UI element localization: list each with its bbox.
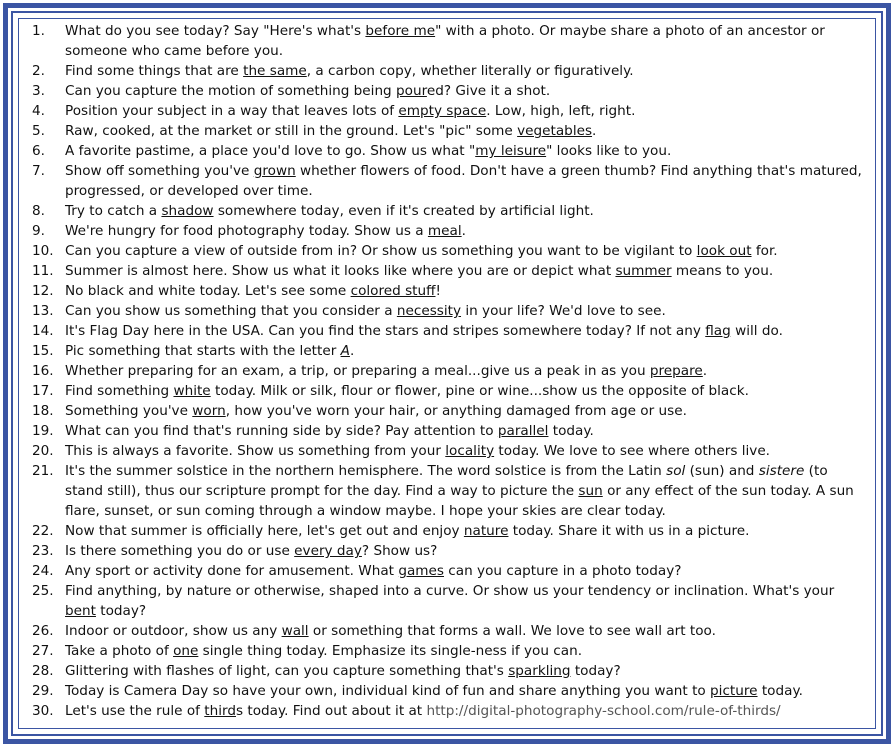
item-text — [65, 203, 594, 219]
list-item — [21, 161, 869, 201]
list-item — [21, 641, 869, 661]
keyword: shadow — [161, 203, 214, 219]
item-text — [65, 343, 354, 359]
item-number: 29. — [32, 683, 54, 699]
item-text — [65, 363, 707, 379]
text-segment: It's the summer solstice in the northern hemisphere. The word solstice is from the Latin — [65, 463, 667, 479]
list-item — [21, 561, 869, 581]
item-number: 3. — [32, 83, 45, 99]
list-item — [21, 401, 869, 421]
text-segment: today? — [95, 603, 147, 619]
keyword: games — [398, 563, 444, 579]
item-number: 13. — [32, 303, 54, 319]
item-number: 23. — [32, 543, 54, 559]
text-segment: Indoor or outdoor, show us any — [65, 623, 282, 639]
text-segment: . Low, high, left, right. — [486, 103, 636, 119]
text-segment: Now that summer is officially here, let's get out and enjoy — [65, 523, 464, 539]
text-segment: , how you've worn your hair, or anything damaged from age or use. — [225, 403, 687, 419]
text-segment: Today is Camera Day so have your own, individual kind of fun and share anything you want to — [65, 683, 711, 699]
item-text — [65, 63, 634, 79]
keyword: nature — [463, 523, 509, 539]
list-item — [21, 521, 869, 541]
list-item — [21, 101, 869, 121]
item-number: 1. — [32, 23, 45, 39]
text-segment: Take a photo of — [65, 643, 174, 659]
item-number: 25. — [32, 583, 54, 599]
list-item — [21, 221, 869, 241]
item-number: 30. — [32, 703, 54, 719]
text-segment: today. — [757, 683, 803, 699]
item-text — [65, 383, 749, 399]
item-number: 9. — [32, 223, 45, 239]
item-text — [65, 643, 582, 659]
keyword: prepare — [649, 363, 703, 379]
list-item — [21, 321, 869, 341]
item-number: 12. — [32, 283, 54, 299]
text-segment: today? — [570, 663, 621, 679]
keyword: sun — [578, 483, 603, 499]
text-segment: ? Show us? — [361, 543, 438, 559]
keyword: look out — [696, 243, 752, 259]
keyword: vegetables — [517, 123, 593, 139]
item-text — [65, 103, 635, 119]
text-segment: today. Share it with us in a picture. — [508, 523, 750, 539]
text-segment: . — [702, 363, 708, 379]
keyword: A — [340, 343, 350, 359]
item-text — [65, 143, 671, 159]
text-segment: Glittering with flashes of light, can you capture something that's — [65, 663, 509, 679]
list-item — [21, 121, 869, 141]
item-number: 7. — [32, 163, 45, 179]
text-segment: today. We love to see where others live. — [494, 443, 771, 459]
text-segment: Find something — [65, 383, 174, 399]
keyword: sparkling — [508, 663, 571, 679]
text-segment: . — [592, 123, 597, 139]
item-text — [65, 123, 596, 139]
item-number: 21. — [32, 463, 54, 479]
item-text — [65, 403, 687, 419]
keyword: third — [204, 703, 236, 719]
list-item — [21, 141, 869, 161]
item-text — [65, 423, 594, 439]
keyword: summer — [615, 263, 672, 279]
list-item — [21, 341, 869, 361]
list-item — [21, 361, 869, 381]
item-number: 6. — [32, 143, 45, 159]
text-segment: Position your subject in a way that leaves lots of — [65, 103, 399, 119]
list-item — [21, 381, 869, 401]
latin-term: sistere — [758, 463, 805, 479]
text-segment: s today. Find out about it at — [235, 703, 427, 719]
item-text — [65, 23, 825, 59]
item-text — [65, 263, 773, 279]
item-number: 27. — [32, 643, 54, 659]
item-number: 15. — [32, 343, 54, 359]
latin-term: sol — [666, 463, 686, 479]
item-number: 26. — [32, 623, 54, 639]
item-text — [65, 523, 749, 539]
text-segment: today. — [548, 423, 594, 439]
item-number: 24. — [32, 563, 54, 579]
text-segment: It's Flag Day here in the USA. Can you find the stars and stripes somewhere today? If not any — [65, 323, 706, 339]
item-text — [65, 583, 834, 619]
item-number: 20. — [32, 443, 54, 459]
item-text — [65, 303, 666, 319]
list-item — [21, 421, 869, 441]
list-item — [21, 281, 869, 301]
text-segment: or something that forms a wall. We love to see wall art too. — [308, 623, 716, 639]
text-segment: This is always a favorite. Show us something from your — [65, 443, 446, 459]
keyword: worn — [192, 403, 226, 419]
keyword: picture — [710, 683, 758, 699]
item-text — [65, 283, 441, 299]
item-number: 5. — [32, 123, 45, 139]
item-text — [65, 663, 621, 679]
list-item — [21, 61, 869, 81]
item-text — [65, 543, 437, 559]
keyword: one — [173, 643, 199, 659]
keyword: wall — [281, 623, 309, 639]
keyword: locality — [445, 443, 495, 459]
text-segment: Find some things that are — [65, 63, 244, 79]
text-segment: Something you've — [65, 403, 193, 419]
item-number: 28. — [32, 663, 54, 679]
text-segment: ! — [435, 283, 441, 299]
text-segment: or any effect of the sun today. A sun flare, sunset, or sun coming through a window maybe. I hope your skies are clear today. — [65, 483, 854, 519]
item-number: 18. — [32, 403, 54, 419]
item-number: 17. — [32, 383, 54, 399]
text-segment: A favorite pastime, a place you'd love to go. Show us what " — [65, 143, 476, 159]
keyword: white — [173, 383, 211, 399]
text-segment: Raw, cooked, at the market or still in the ground. Let's "pic" some — [65, 123, 518, 139]
item-text — [65, 223, 466, 239]
item-number: 4. — [32, 103, 45, 119]
text-segment: for. — [751, 243, 778, 259]
text-segment: Summer is almost here. Show us what it looks like where you are or depict what — [65, 263, 616, 279]
text-segment: We're hungry for food photography today. Show us a — [65, 223, 428, 239]
item-number: 10. — [32, 243, 54, 259]
text-segment: Whether preparing for an exam, a trip, or preparing a meal...give us a peak in as you — [65, 363, 650, 379]
text-segment: Let's use the rule of — [65, 703, 205, 719]
item-text — [65, 563, 681, 579]
keyword: flag — [705, 323, 731, 339]
item-text — [65, 163, 862, 199]
list-item — [21, 681, 869, 701]
item-number: 22. — [32, 523, 54, 539]
text-segment: " looks like to you. — [546, 143, 672, 159]
prompt-list — [21, 21, 869, 721]
list-item — [21, 241, 869, 261]
text-segment: whether flowers of food. Don't have a green thumb? Find anything that's matured, progressed, or developed over time. — [65, 163, 862, 199]
item-number: 11. — [32, 263, 54, 279]
text-segment: in your life? We'd love to see. — [461, 303, 666, 319]
list-item — [21, 621, 869, 641]
keyword: colored stuff — [350, 283, 436, 299]
keyword: meal — [427, 223, 462, 239]
text-segment: ed? Give it a shot. — [426, 83, 551, 99]
item-text — [65, 323, 783, 339]
item-text — [65, 703, 781, 719]
item-text — [65, 83, 550, 99]
text-segment: Find anything, by nature or otherwise, shaped into a curve. Or show us your tendency or inclination. What's your — [65, 583, 835, 599]
item-text — [65, 623, 716, 639]
item-number: 19. — [32, 423, 54, 439]
text-segment: What can you find that's running side by side? Pay attention to — [65, 423, 498, 439]
text-segment: Can you capture the motion of something being — [65, 83, 397, 99]
item-text — [65, 683, 803, 699]
list-item — [21, 581, 869, 621]
text-segment: means to you. — [671, 263, 774, 279]
keyword: the same — [243, 63, 307, 79]
list-item — [21, 301, 869, 321]
item-text — [65, 443, 770, 459]
item-text — [65, 243, 778, 259]
keyword: necessity — [396, 303, 462, 319]
text-segment: No black and white today. Let's see some — [65, 283, 351, 299]
text-segment: Show off something you've — [65, 163, 254, 179]
keyword: pour — [396, 83, 427, 99]
text-segment: , a carbon copy, whether literally or figuratively. — [306, 63, 634, 79]
list-item — [21, 21, 869, 61]
text-segment: " with a photo. Or maybe share a photo of an ancestor or someone who came before you. — [65, 23, 825, 59]
keyword: empty space — [398, 103, 487, 119]
list-item — [21, 261, 869, 281]
keyword: before me — [365, 23, 436, 39]
text-segment: will do. — [730, 323, 783, 339]
text-segment: Pic something that starts with the letter — [65, 343, 341, 359]
text-segment: today. Milk or silk, flour or flower, pine or wine...show us the opposite of black. — [210, 383, 749, 399]
item-number: 8. — [32, 203, 45, 219]
text-segment: Any sport or activity done for amusement. What — [65, 563, 399, 579]
text-segment: can you capture in a photo today? — [443, 563, 682, 579]
text-segment: Try to catch a — [65, 203, 162, 219]
keyword: bent — [65, 603, 96, 619]
list-item — [21, 541, 869, 561]
keyword: parallel — [497, 423, 549, 439]
list-item — [21, 81, 869, 101]
item-number: 2. — [32, 63, 45, 79]
keyword: grown — [253, 163, 296, 179]
text-segment: . — [349, 343, 355, 359]
keyword: my leisure — [475, 143, 547, 159]
text-segment: Can you show us something that you consider a — [65, 303, 397, 319]
text-segment: (sun) and — [685, 463, 759, 479]
list-item — [21, 661, 869, 681]
text-segment: Is there something you do or use — [65, 543, 295, 559]
text-segment: Can you capture a view of outside from in? Or show us something you want to be vigilant to — [65, 243, 697, 259]
text-segment: What do you see today? Say "Here's what's — [65, 23, 366, 39]
text-segment: . — [461, 223, 466, 239]
list-item — [21, 441, 869, 461]
rule-of-thirds-link[interactable]: http://digital-photography-school.com/rule-of-thirds/ — [426, 703, 781, 719]
list-item — [21, 701, 869, 721]
item-number: 16. — [32, 363, 54, 379]
item-text — [65, 463, 854, 519]
text-segment: (to stand still), thus our scripture prompt for the day. Find a way to picture the — [65, 463, 828, 499]
keyword: every day — [294, 543, 362, 559]
text-segment: somewhere today, even if it's created by artificial light. — [213, 203, 594, 219]
list-item — [21, 201, 869, 221]
list-item — [21, 461, 869, 521]
text-segment: single thing today. Emphasize its single-ness if you can. — [198, 643, 583, 659]
item-number: 14. — [32, 323, 54, 339]
